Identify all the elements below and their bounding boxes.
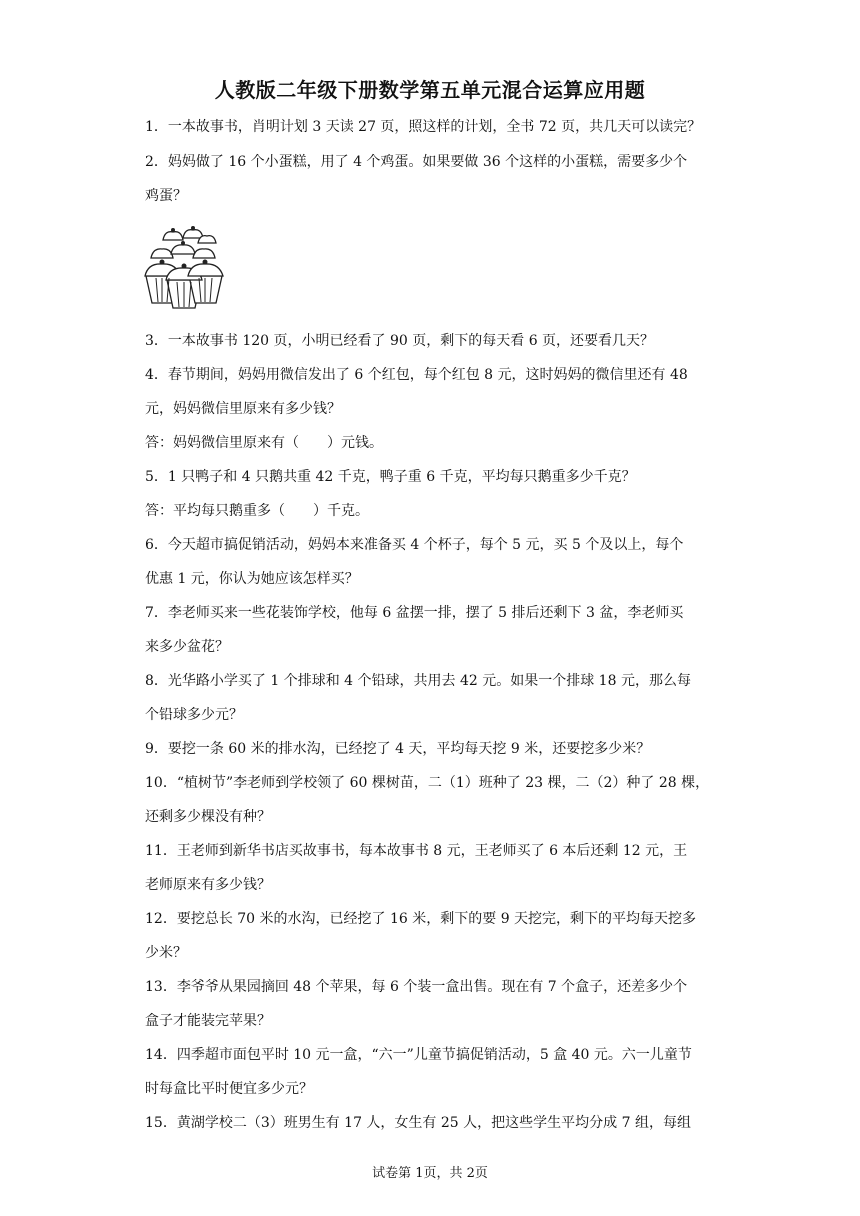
question-14-line-1: 14．四季超市面包平时 10 元一盒，“六一”儿童节搞促销活动，5 盒 40 元。六一儿童节 (145, 1047, 692, 1063)
question-8-line-2: 个铅球多少元？ (145, 707, 243, 723)
question-10-line-1: 10．“植树节”李老师到学校领了 60 棵树苗，二（1）班种了 23 棵，二（2）种了 28 棵， (145, 775, 710, 791)
page-footer: 试卷第 1页，共 2页 (372, 1166, 488, 1181)
question-12-line-2: 少米？ (145, 945, 187, 961)
question-12-line-1: 12．要挖总长 70 米的水沟，已经挖了 16 米，剩下的要 9 天挖完，剩下的平均每天挖多 (145, 911, 697, 927)
question-9-line-1: 9．要挖一条 60 米的排水沟，已经挖了 4 天，平均每天挖 9 米，还要挖多少米？ (145, 741, 651, 757)
question-13-line-2: 盒子才能装完苹果？ (145, 1013, 271, 1029)
question-10-line-2: 还剩多少棵没有种？ (145, 809, 271, 825)
question-4-line-2: 元，妈妈微信里原来有多少钱？ (145, 401, 341, 417)
question-7-line-2: 来多少盆花？ (145, 639, 229, 655)
question-6-line-2: 优惠 1 元，你认为她应该怎样买？ (145, 571, 359, 587)
question-11-line-1: 11．王老师到新华书店买故事书，每本故事书 8 元，王老师买了 6 本后还剩 12 元，王 (145, 843, 688, 859)
page-title: 人教版二年级下册数学第五单元混合运算应用题 (214, 78, 646, 102)
question-15-line-1: 15．黄湖学校二（3）班男生有 17 人，女生有 25 人，把这些学生平均分成 7 组，每组 (145, 1115, 691, 1131)
question-4-answer: 答：妈妈微信里原来有（ ）元钱。 (145, 435, 383, 451)
question-3-line-1: 3．一本故事书 120 页，小明已经看了 90 页，剩下的每天看 6 页，还要看几天？ (145, 333, 655, 349)
question-7-line-1: 7．李老师买来一些花装饰学校，他每 6 盆摆一排，摆了 5 排后还剩下 3 盆，李老师买 (145, 605, 684, 621)
question-2-line-2: 鸡蛋？ (145, 188, 187, 204)
question-14-line-2: 时每盒比平时便宜多少元？ (145, 1081, 313, 1097)
question-2-line-1: 2．妈妈做了 16 个小蛋糕，用了 4 个鸡蛋。如果要做 36 个这样的小蛋糕，需要多少个 (145, 154, 688, 170)
question-4-line-1: 4．春节期间，妈妈用微信发出了 6 个红包，每个红包 8 元，这时妈妈的微信里还有 48 (145, 367, 688, 383)
question-11-line-2: 老师原来有多少钱？ (145, 877, 271, 893)
question-5-line-1: 5．1 只鸭子和 4 只鹅共重 42 千克，鸭子重 6 千克，平均每只鹅重多少千克？ (145, 469, 636, 485)
question-6-line-1: 6．今天超市搞促销活动，妈妈本来准备买 4 个杯子，每个 5 元，买 5 个及以上，每个 (145, 537, 684, 553)
question-1-line-1: 1．一本故事书，肖明计划 3 天读 27 页，照这样的计划，全书 72 页，共几天可以读完？ (145, 119, 702, 135)
question-5-answer: 答：平均每只鹅重多（ ）千克。 (145, 503, 369, 519)
question-8-line-1: 8．光华路小学买了 1 个排球和 4 个铅球，共用去 42 元。如果一个排球 18 元，那么每 (145, 673, 691, 689)
cupcakes-illustration (143, 218, 225, 310)
question-13-line-1: 13．李爷爷从果园摘回 48 个苹果，每 6 个装一盒出售。现在有 7 个盒子，还差多少个 (145, 979, 688, 995)
